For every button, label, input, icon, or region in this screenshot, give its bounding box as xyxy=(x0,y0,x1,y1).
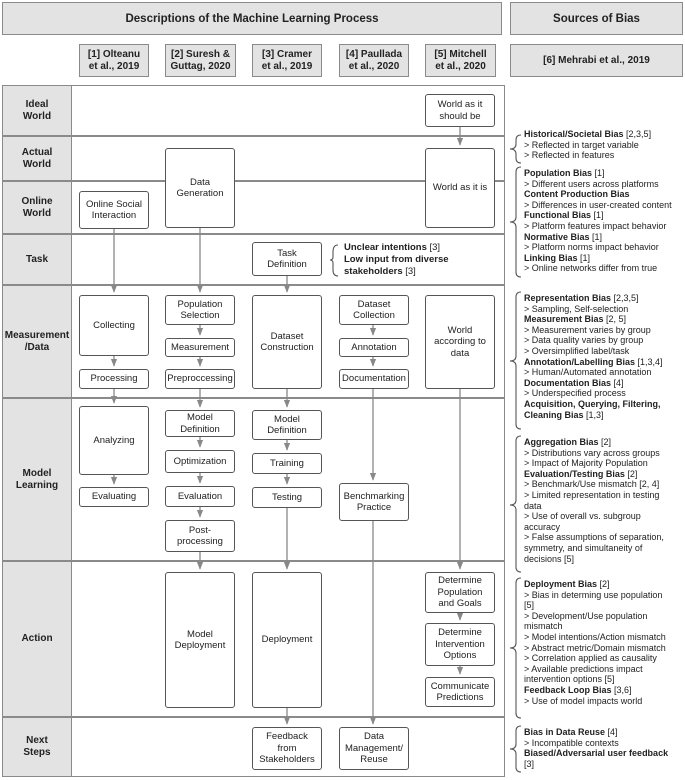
box-dataset-collection: Dataset Collection xyxy=(339,295,409,325)
study-mitchell: [5] Mitchell et al., 2020 xyxy=(425,44,496,77)
row-label-measurement: Measurement /Data xyxy=(2,285,72,398)
bias-ref: [2] xyxy=(624,468,638,479)
bias-title-text: Annotation/Labelling Bias xyxy=(524,356,636,367)
bias-detail: intervention options [5] xyxy=(524,674,615,685)
row-label-next-steps: Next Steps xyxy=(2,717,72,777)
task-note-stakeholders: stakeholders [3] xyxy=(344,266,416,277)
row-label-ideal-world: Ideal World xyxy=(2,85,72,136)
bias-ref: [1,3,4] xyxy=(635,356,663,367)
box-testing: Testing xyxy=(252,487,322,508)
bias-ref: [1,3] xyxy=(583,409,604,420)
bias-title-text: Acquisition, Querying, Filtering, xyxy=(524,398,661,409)
bias-detail: > Measurement varies by group xyxy=(524,324,651,335)
bias-title-text: Biased/Adversarial user feedback xyxy=(524,748,669,759)
box-annotation: Annotation xyxy=(339,338,409,357)
bias-group-next-steps xyxy=(524,727,684,769)
bias-ref: [2,3,5] xyxy=(623,129,652,139)
process-header: Descriptions of the Machine Learning Process xyxy=(2,2,502,35)
bias-detail: > Reflected in target variable xyxy=(524,139,639,150)
bias-title-text: Normative Bias xyxy=(524,231,590,242)
task-note-unclear-intentions: Unclear intentions [3] xyxy=(344,242,441,253)
box-training: Training xyxy=(252,453,322,474)
bias-ref: [3,6] xyxy=(611,684,632,695)
bias-detail: data xyxy=(524,500,542,511)
bias-detail: > Different users across platforms xyxy=(524,178,659,189)
bias-ref: [4] xyxy=(611,377,624,388)
box-processing: Processing xyxy=(79,369,149,389)
box-world-ideal: World as it should be xyxy=(425,94,495,127)
bias-title xyxy=(524,189,684,200)
study-mehrabi: [6] Mehrabi et al., 2019 xyxy=(510,44,683,77)
box-model-definition-cramer: Model Definition xyxy=(252,410,322,440)
box-benchmarking: Benchmarking Practice xyxy=(339,483,409,521)
bias-title-text: Deployment Bias xyxy=(524,579,598,589)
bias-detail: > Abstract metric/Domain mismatch xyxy=(524,642,666,653)
bias-detail: > Impact of Majority Population xyxy=(524,458,648,469)
bias-title xyxy=(524,168,684,179)
bias-ref: [1] xyxy=(577,252,591,263)
row-label-action: Action xyxy=(2,561,72,717)
bias-title xyxy=(524,727,684,738)
box-online-social: Online Social Interaction xyxy=(79,191,149,229)
bias-title xyxy=(524,232,684,243)
bias-detail: > Incompatible contexts xyxy=(524,737,619,748)
bias-detail: > Use of overall vs. subgroup xyxy=(524,511,641,522)
bias-detail: > Limited representation in testing xyxy=(524,489,660,500)
bias-detail: > Platform features impact behavior xyxy=(524,220,667,231)
bias-title xyxy=(524,253,684,264)
bias-ref: [1] xyxy=(592,168,605,178)
bias-title xyxy=(524,579,684,590)
bias-title xyxy=(524,685,684,696)
bias-detail: > Human/Automated annotation xyxy=(524,367,652,378)
bias-detail: [3] xyxy=(524,758,535,769)
box-feedback-stakeholders: Feedback from Stakeholders xyxy=(252,727,322,770)
bias-group-action xyxy=(524,579,684,706)
bias-title xyxy=(524,357,684,368)
bias-title xyxy=(524,378,684,389)
bias-detail: [5] xyxy=(524,600,535,611)
bias-title-text: Historical/Societal Bias xyxy=(524,129,624,139)
bias-title xyxy=(524,748,684,759)
box-analyzing: Analyzing xyxy=(79,406,149,475)
bias-detail: > Differences in user-created content xyxy=(524,199,672,210)
bias-title xyxy=(524,314,684,325)
bias-title-text: Feedback Loop Bias xyxy=(524,684,612,695)
box-task-definition: Task Definition xyxy=(252,242,322,276)
bias-detail: > Development/Use population xyxy=(524,610,648,621)
box-model-deployment: Model Deployment xyxy=(165,572,235,708)
bias-detail: > Available predictions impact xyxy=(524,663,643,674)
box-preprocessing: Preproccessing xyxy=(165,369,235,389)
bias-title-text: Functional Bias xyxy=(524,210,592,221)
bias-detail: > Model intentions/Action mismatch xyxy=(524,631,666,642)
box-measurement: Measurement xyxy=(165,338,235,357)
bias-ref: [1] xyxy=(589,231,603,242)
bias-title-text: Population Bias xyxy=(524,168,593,178)
study-cramer: [3] Cramer et al., 2019 xyxy=(252,44,322,77)
bias-ref: [2, 5] xyxy=(603,314,627,325)
bias-title-text: Aggregation Bias xyxy=(524,437,599,447)
box-optimization: Optimization xyxy=(165,450,235,473)
bias-detail: > Distributions vary across groups xyxy=(524,447,660,458)
box-data-generation: Data Generation xyxy=(165,148,235,228)
bias-detail: > Online networks differ from true xyxy=(524,263,658,274)
bias-detail: > Correlation applied as causality xyxy=(524,653,657,664)
bias-title-text: Content Production Bias xyxy=(524,189,630,200)
row-label-actual-world: Actual World xyxy=(2,136,72,181)
bias-title-text: Evaluation/Testing Bias xyxy=(524,468,625,479)
bias-detail: > Reflected in features xyxy=(524,150,615,161)
study-suresh: [2] Suresh & Guttag, 2020 xyxy=(165,44,236,77)
bias-detail: > Sampling, Self-selection xyxy=(524,303,629,314)
box-data-management: Data Management/ Reuse xyxy=(339,727,409,770)
bias-detail: symmetry, and simultaneity of xyxy=(524,542,643,553)
bias-title-text: Measurement Bias xyxy=(524,314,604,325)
bias-ref: [2] xyxy=(598,437,612,447)
bias-ref: [4] xyxy=(605,727,618,737)
bias-detail: > Use of model impacts world xyxy=(524,695,643,706)
box-post-processing: Post- processing xyxy=(165,520,235,552)
bias-detail: decisions [5] xyxy=(524,553,575,564)
box-population-selection: Population Selection xyxy=(165,295,235,325)
bias-title xyxy=(524,399,684,410)
bias-title xyxy=(524,293,684,304)
bias-title xyxy=(524,210,684,221)
bias-group-historical xyxy=(524,129,684,161)
bias-header: Sources of Bias xyxy=(510,2,683,35)
task-note-low-input: Low input from diverse xyxy=(344,254,449,265)
bias-group-model-learning xyxy=(524,437,684,564)
box-deployment: Deployment xyxy=(252,572,322,708)
box-determine-intervention: Determine Intervention Options xyxy=(425,623,495,666)
bias-detail: > Benchmark/Use mismatch [2, 4] xyxy=(524,479,660,490)
study-paullada: [4] Paullada et al., 2020 xyxy=(339,44,409,77)
box-communicate-predictions: Communicate Predictions xyxy=(425,677,495,707)
study-olteanu: [1] Olteanu et al., 2019 xyxy=(79,44,149,77)
bias-detail: > Underspecified process xyxy=(524,388,626,399)
row-label-online-world: Online World xyxy=(2,181,72,234)
bias-title-text: Bias in Data Reuse xyxy=(524,727,606,737)
row-label-model-learning: Model Learning xyxy=(2,398,72,561)
bias-detail: > False assumptions of separation, xyxy=(524,532,664,543)
box-documentation: Documentation xyxy=(339,369,409,389)
bias-title xyxy=(524,437,684,448)
row-label-task: Task xyxy=(2,234,72,285)
bias-ref: [1] xyxy=(591,210,604,221)
bias-detail: > Bias in determing use population xyxy=(524,589,663,600)
bias-title xyxy=(524,410,684,421)
bias-title-text: Documentation Bias xyxy=(524,377,612,388)
box-model-definition-suresh: Model Definition xyxy=(165,410,235,437)
box-world-as-is: World as it is xyxy=(425,148,495,228)
bias-group-measurement xyxy=(524,293,684,420)
bias-detail: mismatch xyxy=(524,621,563,632)
box-determine-population: Determine Population and Goals xyxy=(425,572,495,613)
bias-title-text: Representation Bias xyxy=(524,293,612,303)
bias-detail: accuracy xyxy=(524,521,561,532)
bias-detail: > Data quality varies by group xyxy=(524,335,644,346)
bias-detail: > Platform norms impact behavior xyxy=(524,242,659,253)
box-evaluating: Evaluating xyxy=(79,487,149,507)
box-dataset-construction: Dataset Construction xyxy=(252,295,322,389)
box-collecting: Collecting xyxy=(79,295,149,356)
box-world-according: World according to data xyxy=(425,295,495,389)
bias-title xyxy=(524,469,684,480)
box-evaluation: Evaluation xyxy=(165,486,235,507)
bias-title xyxy=(524,129,684,140)
bias-group-online xyxy=(524,168,684,274)
bias-detail: > Oversimplified label/task xyxy=(524,345,630,356)
bias-ref: [2] xyxy=(597,579,610,589)
bias-title-text: Linking Bias xyxy=(524,252,578,263)
bias-ref: [2,3,5] xyxy=(611,293,639,303)
bias-title-text: Cleaning Bias xyxy=(524,409,584,420)
